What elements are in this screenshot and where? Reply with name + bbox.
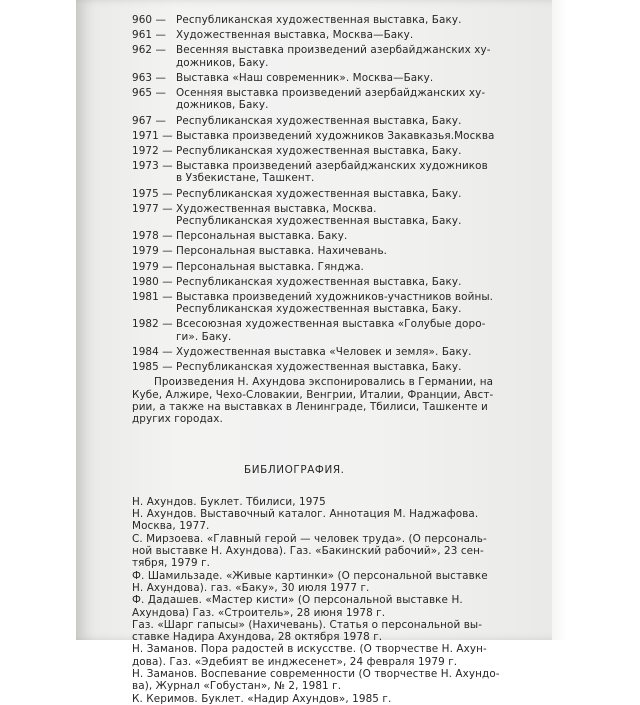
exhibition-entry: [132, 261, 552, 273]
exhibition-description: [176, 261, 552, 273]
exhibition-description: [176, 230, 552, 242]
bibliography-text-line: ной выставке Н. Ахундова). Газ. «Бакинский рабочий», 23 сен-: [132, 545, 484, 558]
exhibition-description: [176, 29, 552, 41]
exhibition-description: [176, 188, 552, 200]
exhibition-text-line: Республиканская художественная выставка, Баку.: [176, 144, 462, 157]
exhibition-text-line: Персональная выставка. Гянджа.: [176, 260, 364, 273]
bibliography-text-line: Ф. Шамильзаде. «Живые картинки» (О персональной выставке: [132, 569, 488, 582]
exhibition-entry: [132, 14, 552, 26]
exhibition-year: 961 —: [132, 29, 167, 42]
exhibition-text-line: Художественная выставка, Москва—Баку.: [176, 29, 414, 42]
paragraph-line: рии, а также на выставках в Ленинграде, Тбилиси, Ташкенте и: [132, 400, 488, 413]
bibliography-list: [132, 496, 552, 705]
exhibition-year: 1971 —: [132, 129, 173, 142]
bibliography-text-line: К. Керимов. Буклет. «Надир Ахундов», 1985 г.: [132, 692, 392, 705]
bibliography-heading: БИБЛИОГРАФИЯ.: [244, 463, 345, 476]
exhibition-text-line: Выставка произведений азербайджанских художников: [176, 160, 488, 173]
exhibition-description: [176, 203, 552, 228]
exhibition-description: [176, 160, 552, 185]
exhibition-text-line: Республиканская художественная выставка, Баку.: [176, 215, 462, 228]
exhibition-year: 963 —: [132, 71, 167, 84]
exhibition-year: 1981 —: [132, 291, 173, 303]
bibliography-text-line: ва), Журнал «Гобустан», № 2, 1981 г.: [132, 680, 342, 693]
exhibition-year: 1984 —: [132, 345, 173, 358]
bibliography-text-line: тября, 1979 г.: [132, 557, 211, 570]
bibliography-text-line: Н. Заманов. Пора радостей в искусстве. (О творчестве Н. Ахун-: [132, 643, 487, 656]
exhibition-text-line: Республиканская художественная выставка, Баку.: [176, 14, 462, 26]
bibliography-entry: [132, 508, 552, 533]
bibliography-text-line: Н. Ахундов. Буклет. Тбилиси, 1975: [132, 495, 326, 508]
exhibition-year: 1972 —: [132, 144, 173, 157]
exhibition-text-line: в Узбекистане, Ташкент.: [176, 172, 315, 185]
bibliography-entry: [132, 643, 552, 668]
exhibition-entry: [132, 188, 552, 200]
exhibition-entry: [132, 346, 552, 358]
bibliography-entry: [132, 533, 552, 570]
bibliography-text-line: С. Мирзоева. «Главный герой — человек труда». (О персональ-: [132, 532, 487, 545]
exhibition-text-line: Всесоюзная художественная выставка «Голубые доро-: [176, 318, 486, 331]
exhibition-entry: [132, 145, 552, 157]
exhibition-description: [176, 44, 552, 69]
exhibition-text-line: Республиканская художественная выставка, Баку.: [176, 187, 462, 200]
exhibition-text-line: Персональная выставка. Нахичевань.: [176, 245, 388, 258]
exhibition-description: [176, 87, 552, 112]
exhibition-text-line: ги». Баку.: [176, 330, 232, 343]
exhibition-year: 1978 —: [132, 230, 173, 243]
exhibition-text-line: Художественная выставка, Москва.: [176, 202, 377, 215]
exhibition-entry: [132, 87, 552, 112]
exhibition-year: 967 —: [132, 114, 167, 127]
paragraph-line: Кубе, Алжире, Чехо-Словакии, Венгрии, Италии, Франции, Авст-: [132, 388, 494, 401]
exhibition-text-line: Республиканская художественная выставка, Баку.: [176, 361, 462, 374]
exhibition-description: [176, 346, 552, 358]
exhibition-year: 965 —: [132, 87, 167, 100]
bibliography-entry: [132, 594, 552, 619]
bibliography-text-line: Н. Заманов. Воспевание современности (О творчестве Н. Ахундо-: [132, 667, 500, 680]
exhibition-entry: [132, 318, 552, 343]
exhibition-year: 1980 —: [132, 275, 173, 288]
exhibition-entry: [132, 115, 552, 127]
bibliography-entry: [132, 693, 552, 705]
exhibition-entry: [132, 203, 552, 228]
exhibition-text-line: дожников, Баку.: [176, 56, 269, 69]
exhibition-text-line: дожников, Баку.: [176, 99, 269, 112]
bibliography-entry: [132, 619, 552, 644]
paragraph-line: других городах.: [132, 413, 223, 426]
exhibition-year: 1975 —: [132, 187, 173, 200]
exhibition-year: 1973 —: [132, 160, 173, 173]
exhibition-year: 1979 —: [132, 260, 173, 273]
exhibition-year: 960 —: [132, 14, 167, 26]
exhibition-description: [176, 318, 552, 343]
exhibition-description: [176, 115, 552, 127]
exhibition-entry: [132, 276, 552, 288]
exhibition-entry: [132, 29, 552, 41]
bibliography-text-line: Газ. «Шарг гапысы» (Нахичевань). Статья о персональной вы-: [132, 618, 483, 631]
exhibition-text-line: Республиканская художественная выставка, Баку.: [176, 275, 462, 288]
exhibition-text-line: Персональная выставка. Баку.: [176, 230, 348, 243]
bibliography-text-line: Москва, 1977.: [132, 520, 210, 533]
exhibition-text-line: Республиканская художественная выставка, Баку.: [176, 303, 462, 316]
exhibition-description: [176, 245, 552, 257]
exhibition-entry: [132, 245, 552, 257]
page-edge: [552, 0, 568, 640]
exhibition-text-line: Выставка «Наш современник». Москва—Баку.: [176, 71, 434, 84]
exhibition-entry: [132, 291, 552, 316]
exhibition-description: [176, 291, 552, 316]
exhibition-entry: [132, 130, 552, 142]
exhibition-description: [176, 361, 552, 373]
bibliography-entry: [132, 668, 552, 693]
exhibition-entry: [132, 160, 552, 185]
exhibition-text-line: Художественная выставка «Человек и земля». Баку.: [176, 345, 472, 358]
exhibition-description: [176, 276, 552, 288]
exhibition-list: [132, 14, 552, 373]
exhibition-year: 1985 —: [132, 361, 173, 374]
exhibition-entry: [132, 361, 552, 373]
exhibition-text-line: Выставка произведений художников-участников войны.: [176, 291, 494, 303]
exhibition-entry: [132, 44, 552, 69]
bibliography-text-line: Н. Ахундов. Выставочный каталог. Аннотация М. Наджафова.: [132, 508, 479, 521]
exhibitions-abroad-paragraph: [132, 376, 552, 425]
bibliography-text-line: ставке Надира Ахундова, 28 октября 1978 г.: [132, 631, 383, 644]
exhibition-description: [176, 130, 552, 142]
paragraph-line: Произведения Н. Ахундова экспонировались в Германии, на: [154, 376, 494, 389]
exhibition-year: 1982 —: [132, 318, 173, 331]
exhibition-entry: [132, 230, 552, 242]
exhibition-text-line: Весенняя выставка произведений азербайджанских ху-: [176, 44, 491, 57]
bibliography-text-line: дова). Газ. «Эдебият ве инджесенет», 24 февраля 1979 г.: [132, 655, 458, 668]
page-content: [132, 14, 552, 705]
exhibition-year: 1977 —: [132, 202, 173, 215]
exhibition-text-line: Республиканская художественная выставка, Баку.: [176, 114, 462, 127]
exhibition-year: 1979 —: [132, 245, 173, 258]
bibliography-text-line: Ахундова) Газ. «Строитель», 28 июня 1978 г.: [132, 606, 386, 619]
exhibition-entry: [132, 72, 552, 84]
bibliography-entry: [132, 496, 552, 508]
exhibition-description: [176, 14, 552, 26]
exhibition-year: 962 —: [132, 44, 167, 57]
bibliography-text-line: Н. Ахундова). газ. «Баку», 30 июля 1977 г.: [132, 581, 370, 594]
exhibition-text-line: Выставка произведений художников Закавказья.Москва: [176, 129, 495, 142]
exhibition-description: [176, 145, 552, 157]
exhibition-text-line: Осенняя выставка произведений азербайджанских ху-: [176, 87, 486, 100]
bibliography-text-line: Ф. Дадашев. «Мастер кисти» (О персональной выставке Н.: [132, 594, 463, 607]
exhibition-description: [176, 72, 552, 84]
bibliography-entry: [132, 570, 552, 595]
